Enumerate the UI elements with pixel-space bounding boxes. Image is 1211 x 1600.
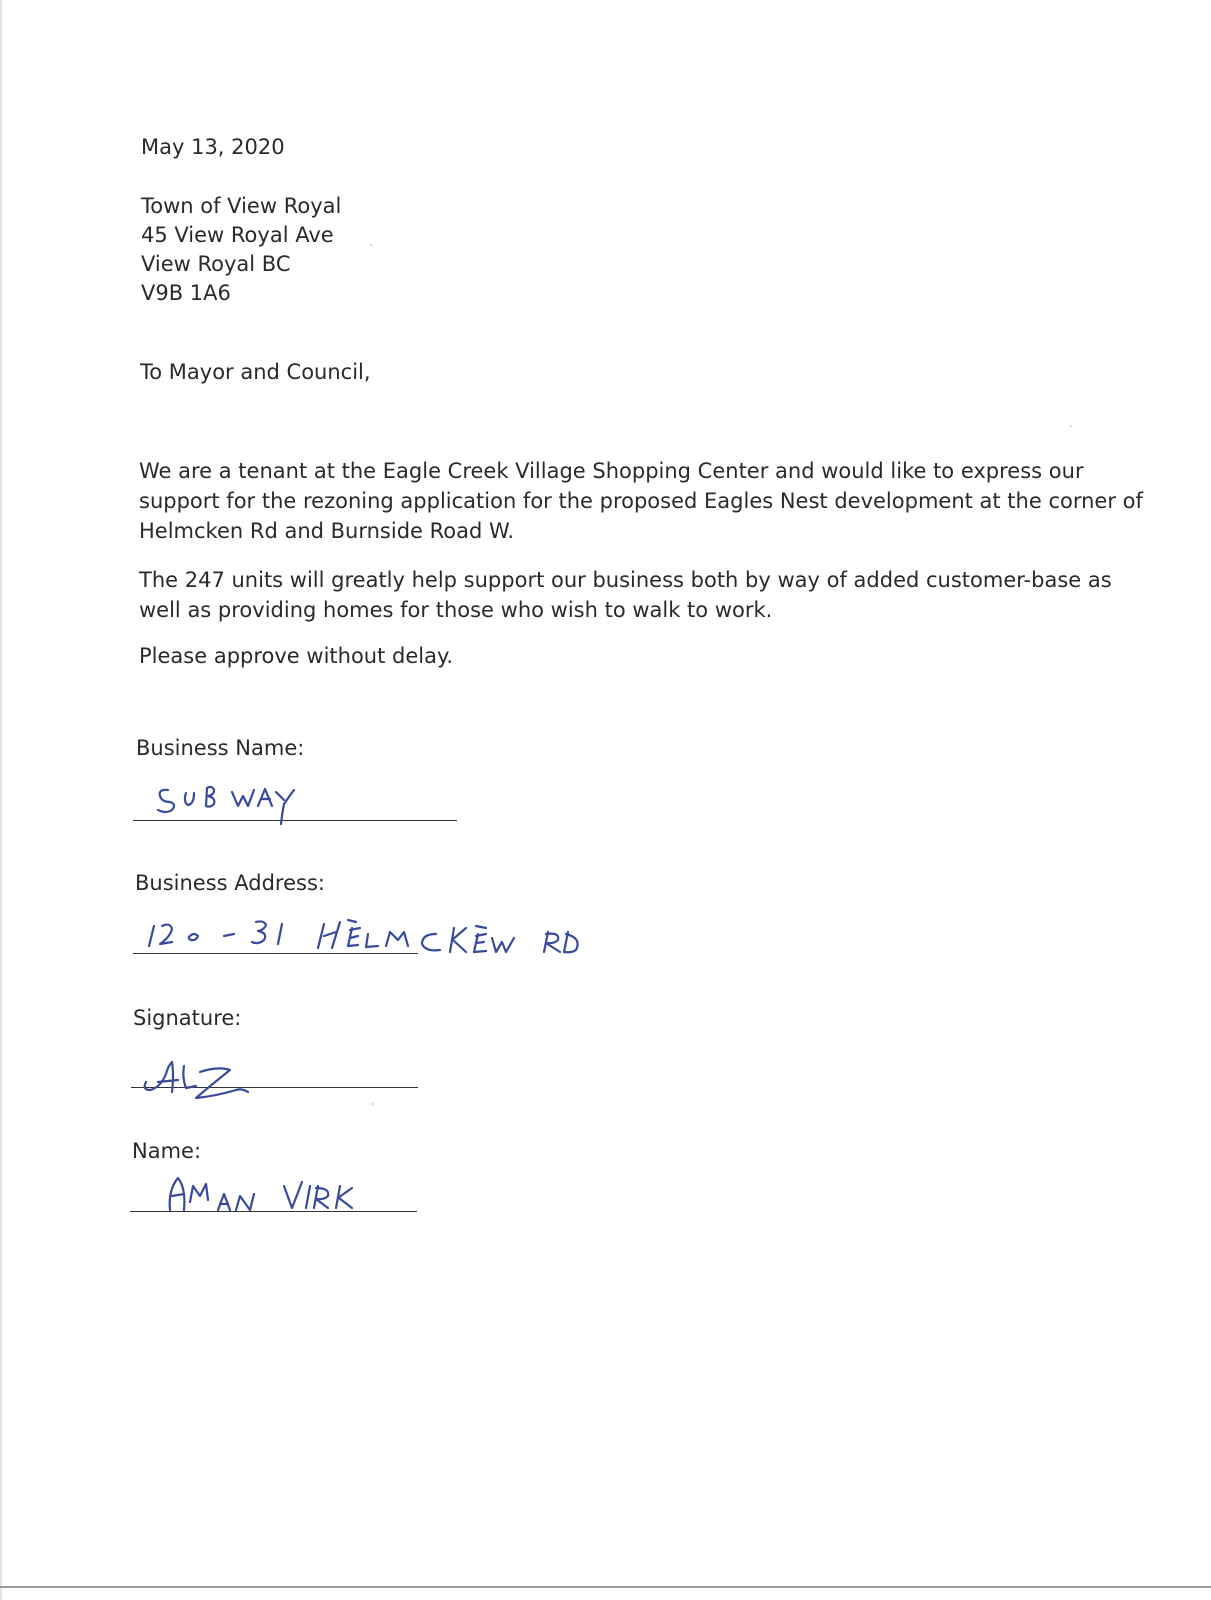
paragraph-line: We are a tenant at the Eagle Creek Village Shopping Center and would like to express our bbox=[139, 459, 1084, 483]
name-handwriting bbox=[160, 1170, 370, 1220]
scan-speck bbox=[372, 1103, 374, 1105]
closing-paragraph: Please approve without delay. bbox=[139, 644, 454, 668]
letter-date: May 13, 2020 bbox=[141, 135, 285, 159]
body-paragraph bbox=[139, 565, 1112, 625]
recipient-address bbox=[141, 192, 341, 308]
paragraph-line: well as providing homes for those who wish to walk to work. bbox=[139, 598, 773, 622]
scan-speck bbox=[1070, 425, 1072, 427]
business-address-label: Business Address: bbox=[135, 871, 325, 895]
recipient-line: View Royal BC bbox=[141, 252, 291, 276]
recipient-line: V9B 1A6 bbox=[141, 281, 231, 305]
business-name-label: Business Name: bbox=[136, 736, 305, 760]
recipient-line: 45 View Royal Ave bbox=[141, 223, 334, 247]
scan-edge-left bbox=[0, 0, 3, 1600]
paragraph-line: Helmcken Rd and Burnside Road W. bbox=[139, 519, 515, 543]
paragraph-line: The 247 units will greatly help support our business both by way of added customer-base as bbox=[139, 568, 1112, 592]
business-address-handwriting bbox=[140, 912, 580, 960]
salutation: To Mayor and Council, bbox=[140, 360, 371, 384]
signature-label: Signature: bbox=[133, 1006, 242, 1030]
recipient-line: Town of View Royal bbox=[141, 194, 342, 218]
business-name-handwriting bbox=[150, 780, 320, 832]
signature-handwriting bbox=[138, 1052, 268, 1110]
name-label: Name: bbox=[132, 1139, 202, 1163]
paragraph-line: support for the rezoning application for the proposed Eagles Nest development at the corner of bbox=[139, 489, 1143, 513]
scan-edge-bottom bbox=[0, 1586, 1211, 1588]
body-paragraph bbox=[139, 456, 1143, 546]
scan-speck bbox=[370, 244, 372, 246]
